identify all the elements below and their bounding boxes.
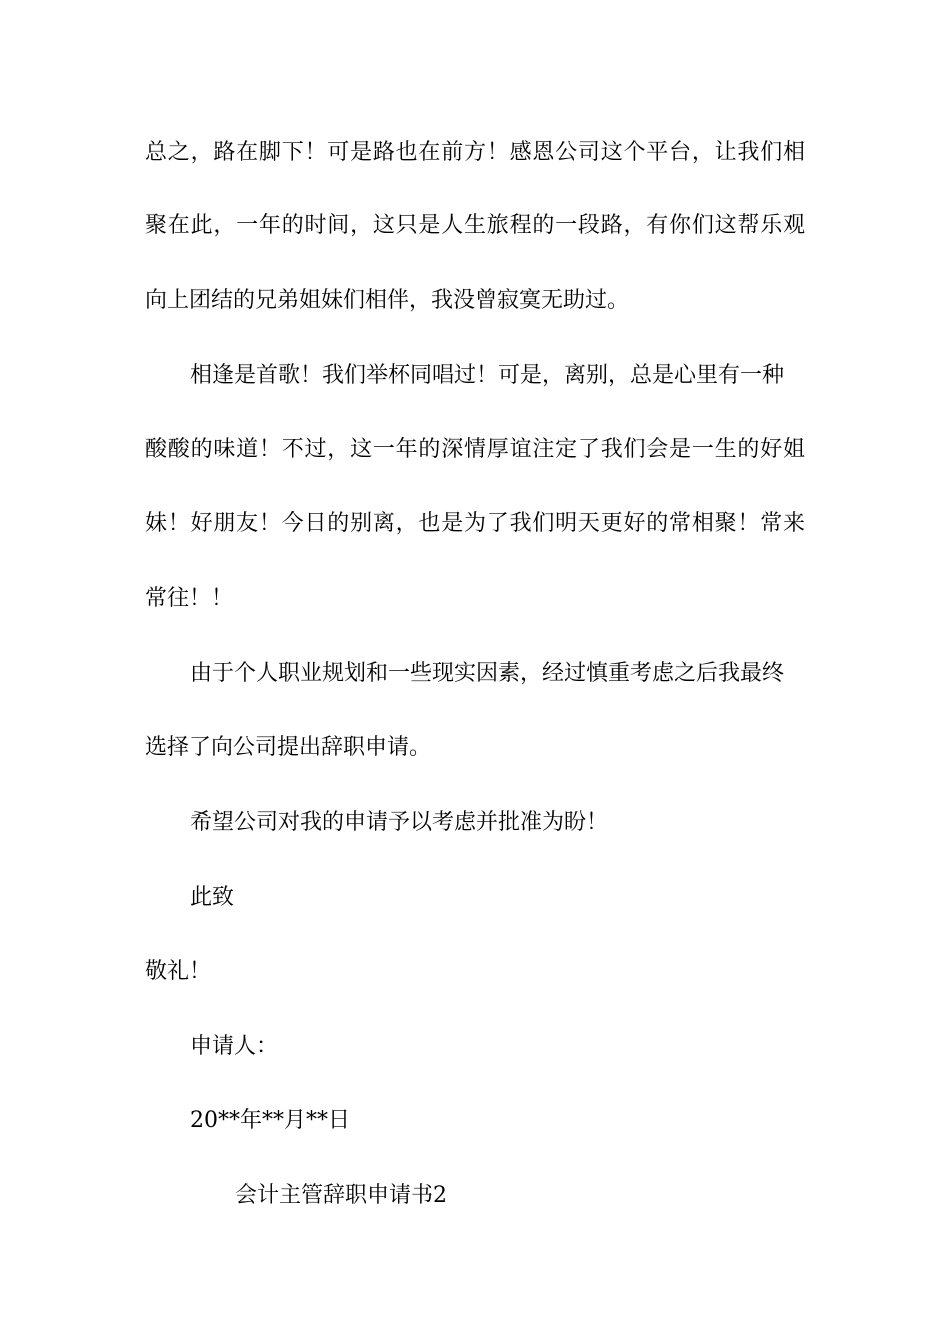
paragraph-3-line-1: 由于个人职业规划和一些现实因素，经过慎重考虑之后我最终 xyxy=(190,661,785,686)
closing-text: 此致 xyxy=(190,885,235,910)
applicant-label: 申请人： xyxy=(190,1034,279,1059)
paragraph-2-line-1: 相逢是首歌！我们举杯同唱过！可是，离别，总是心里有一种 xyxy=(190,363,785,388)
paragraph-2-line-4: 常往！！ xyxy=(145,586,234,611)
paragraph-3-line-2: 选择了向公司提出辞职申请。 xyxy=(145,735,432,760)
salute-text: 敬礼！ xyxy=(145,959,212,984)
next-section-title: 会计主管辞职申请书2 xyxy=(235,1183,447,1208)
date-text: 20**年**月**日 xyxy=(190,1108,350,1133)
paragraph-1-line-1: 总之，路在脚下！可是路也在前方！感恩公司这个平台，让我们相 xyxy=(145,140,805,165)
paragraph-1-line-3: 向上团结的兄弟姐妹们相伴，我没曾寂寞无助过。 xyxy=(145,288,630,313)
paragraph-2-line-3: 妹！好朋友！今日的别离，也是为了我们明天更好的常相聚！常来 xyxy=(145,511,805,536)
paragraph-4-line-1: 希望公司对我的申请予以考虑并批准为盼！ xyxy=(190,810,609,835)
paragraph-1-line-2: 聚在此，一年的时间，这只是人生旅程的一段路，有你们这帮乐观 xyxy=(145,213,805,238)
paragraph-2-line-2: 酸酸的味道！不过，这一年的深情厚谊注定了我们会是一生的好姐 xyxy=(145,437,805,462)
